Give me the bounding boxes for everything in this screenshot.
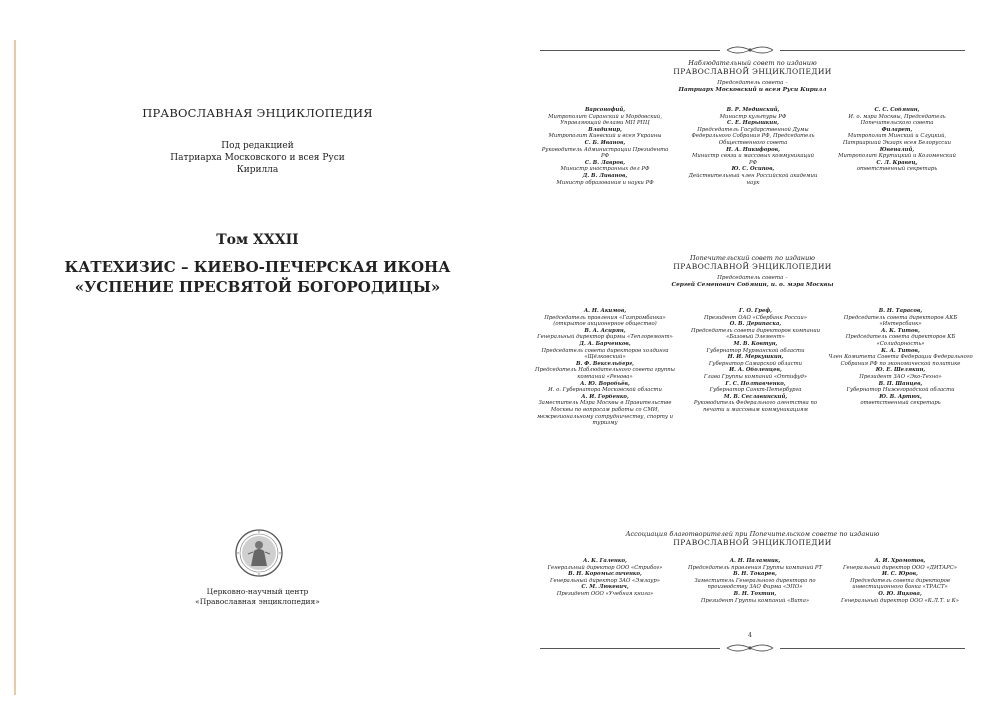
board-column-left bbox=[540, 107, 670, 186]
member-entry bbox=[688, 107, 818, 120]
editor-line: Патриарха Московского и всея Руси bbox=[170, 153, 345, 163]
member-entry bbox=[540, 160, 670, 173]
member-entry bbox=[530, 341, 680, 361]
member-entry bbox=[832, 160, 962, 173]
member-role: Митрополит Киевский и всея Украины bbox=[548, 133, 662, 140]
editor-credit bbox=[20, 140, 495, 176]
association-section bbox=[540, 530, 965, 547]
association-subtitle: Ассоциация благотворителей при Попечительском совете по изданию bbox=[625, 530, 880, 538]
editor-line: Под редакцией bbox=[221, 141, 294, 151]
member-name: В. П. Шанцев, bbox=[878, 380, 923, 387]
member-entry bbox=[530, 308, 680, 328]
member-role: Губернатор Самарской области bbox=[708, 360, 803, 367]
member-role: ответственный секретарь bbox=[860, 400, 941, 407]
member-name: С. М. Люкевич, bbox=[581, 584, 629, 591]
member-name: Владимир, bbox=[588, 126, 622, 133]
association-column-right bbox=[825, 558, 975, 604]
publisher-name bbox=[20, 587, 495, 607]
volume-number: Том XXXII bbox=[216, 232, 299, 248]
member-role: ответственный секретарь bbox=[856, 166, 938, 173]
member-role: Председатель совета директоров инвестиционного банка «ТРАСТ» bbox=[850, 577, 950, 591]
book-spine-edge bbox=[14, 40, 16, 695]
member-entry bbox=[530, 381, 680, 394]
member-entry bbox=[832, 127, 962, 147]
member-entry bbox=[828, 394, 973, 407]
member-entry bbox=[832, 147, 962, 160]
member-name: Д. В. Ливанов, bbox=[582, 172, 628, 179]
member-name: В. Р. Мединский, bbox=[726, 107, 780, 113]
board-subtitle: Наблюдательный совет по изданию bbox=[688, 59, 817, 67]
member-name: М. В. Ковтун, bbox=[733, 340, 778, 347]
member-name: С. В. Лавров, bbox=[584, 159, 626, 166]
member-name: Н. И. Меркушкин, bbox=[727, 354, 784, 361]
member-role: Министр иностранных дел РФ bbox=[560, 166, 650, 173]
trustees-column-center bbox=[688, 308, 823, 414]
member-entry bbox=[688, 166, 818, 186]
member-entry bbox=[685, 591, 825, 604]
member-entry bbox=[688, 354, 823, 367]
member-role: Генеральный директор ЗАО «Эмлаур» bbox=[550, 577, 660, 584]
association-column-center bbox=[685, 558, 825, 604]
member-name: Д. А. Барченков, bbox=[579, 340, 631, 347]
member-role: Руководитель Федерального агентства по печати и массовым коммуникациям bbox=[693, 400, 818, 413]
member-entry bbox=[828, 367, 973, 380]
member-name: Филарет, bbox=[881, 126, 913, 133]
member-entry bbox=[828, 348, 973, 368]
member-role: Президент ОАО «Сбербанк России» bbox=[703, 314, 808, 321]
member-name: Н. А. Никифоров, bbox=[726, 146, 780, 153]
member-entry bbox=[688, 120, 818, 146]
member-role: Президент Группы компаний «Вита» bbox=[700, 597, 810, 604]
trustees-column-right bbox=[828, 308, 973, 407]
volume-title-line: КАТЕХИЗИС – КИЕВО-ПЕЧЕРСКАЯ ИКОНА bbox=[64, 258, 451, 276]
board-column-right bbox=[832, 107, 962, 173]
board-column-center bbox=[688, 107, 818, 186]
member-entry bbox=[688, 321, 823, 341]
member-role: Министр культуры РФ bbox=[719, 113, 787, 120]
volume-title bbox=[20, 257, 495, 297]
member-name: А. Н. Акимов, bbox=[583, 308, 627, 314]
board-chair-label: Председатель совета – bbox=[717, 80, 788, 86]
member-role: Председатель правления «Газпромбанка» (открытое акционерное общество) bbox=[544, 314, 666, 328]
member-entry bbox=[540, 173, 670, 186]
member-name: К. А. Титов, bbox=[881, 347, 920, 354]
member-role: Действительный член Российской академии наук bbox=[688, 172, 818, 186]
member-role: Министр образования и науки РФ bbox=[556, 179, 654, 186]
member-entry bbox=[825, 558, 975, 571]
member-name: Ю. Е. Шелякин, bbox=[875, 367, 926, 374]
trustees-subtitle: Попечительский совет по изданию bbox=[690, 254, 815, 262]
trustees-chair-label: Председатель совета – bbox=[717, 275, 788, 281]
member-role: Заместитель Мэра Москвы в Правительстве Москвы по вопросам работы со СМИ, межрегиональному сотрудничеству, спорту и туризму bbox=[536, 400, 674, 427]
page-number: 4 bbox=[748, 632, 752, 639]
member-role: Митрополит Минский и Слуцкий, Патриарший Экзарх всея Белоруссии bbox=[842, 133, 952, 146]
member-name: Г. О. Греф, bbox=[739, 308, 772, 314]
member-entry bbox=[540, 127, 670, 140]
association-title: ПРАВОСЛАВНОЙ ЭНЦИКЛОПЕДИИ bbox=[673, 538, 832, 547]
member-role: Министр связи и массовых коммуникаций РФ bbox=[691, 153, 815, 166]
member-role: Генеральный директор фирмы «Теплоремонт» bbox=[537, 334, 673, 341]
member-name: О. Ю. Яцкова, bbox=[878, 590, 922, 597]
member-role: Руководитель Администрации Президента РФ bbox=[541, 146, 669, 160]
member-role: Председатель совета директоров холдинга «Щёлковский» bbox=[541, 347, 669, 361]
member-name: О. В. Дерипаска, bbox=[729, 321, 782, 328]
member-entry bbox=[828, 381, 973, 394]
member-name: Ю. С. Осипов, bbox=[731, 166, 775, 173]
member-entry bbox=[825, 571, 975, 591]
member-entry bbox=[530, 361, 680, 381]
member-entry bbox=[828, 308, 973, 328]
publisher-line: Церковно-научный центр bbox=[206, 587, 309, 596]
encyclopedia-title: ПРАВОСЛАВНАЯ ЭНЦИКЛОПЕДИЯ bbox=[142, 106, 373, 120]
member-entry bbox=[688, 367, 823, 380]
member-name: И. С. Юров, bbox=[882, 571, 918, 578]
member-name: А. Н. Паламник, bbox=[729, 558, 781, 564]
member-name: А. К. Титов, bbox=[881, 327, 920, 334]
member-role: Митрополит Крутицкий и Коломенский bbox=[838, 153, 956, 160]
member-entry bbox=[540, 140, 670, 160]
board-section bbox=[540, 59, 965, 94]
trustees-column-left bbox=[530, 308, 680, 427]
trustees-title: ПРАВОСЛАВНОЙ ЭНЦИКЛОПЕДИИ bbox=[673, 262, 832, 271]
bottom-rule-right bbox=[780, 648, 965, 649]
member-role: Митрополит Саранский и Мордовский, Управляющий делами МП РПЦ bbox=[548, 113, 662, 127]
seal-emblem-icon bbox=[234, 528, 284, 578]
member-entry bbox=[688, 381, 823, 394]
member-name: Г. С. Полтавченко, bbox=[725, 380, 786, 387]
member-name: В. Н. Токарев, bbox=[733, 571, 777, 578]
member-role: Председатель Государственной Думы Федерального Собрания РФ, Председатель Общественного совета bbox=[691, 126, 815, 146]
board-chair-name: Патриарх Московский и всея Руси Кирилл bbox=[678, 87, 827, 93]
member-name: С. Е. Нарышкин, bbox=[727, 120, 779, 127]
member-role: Генеральный директор ООО «ДИТАРС» bbox=[843, 564, 957, 571]
member-name: С. С. Собянин, bbox=[874, 107, 920, 113]
trustees-chair-name: Сергей Семенович Собянин, и. о. мэра Москвы bbox=[671, 282, 834, 288]
title-page bbox=[20, 0, 495, 707]
member-role: Председатель совета директоров компании «Базовый Элемент» bbox=[690, 327, 821, 341]
member-entry bbox=[828, 328, 973, 348]
member-role: Губернатор Санкт-Петербурга bbox=[709, 387, 802, 394]
trustees-section bbox=[540, 254, 965, 289]
member-entry bbox=[688, 394, 823, 414]
boards-page bbox=[520, 0, 1000, 707]
top-rule-right bbox=[780, 50, 965, 51]
volume-title-line: «УСПЕНИЕ ПРЕСВЯТОЙ БОГОРОДИЦЫ» bbox=[74, 278, 441, 296]
member-name: С. Л. Кравец, bbox=[876, 159, 918, 166]
member-role: Заместитель Генерального директора по производству ЗАО Фирма «ЭПО» bbox=[694, 577, 816, 591]
member-role: Председатель правления Группы компаний РТ bbox=[687, 564, 823, 571]
top-rule-left bbox=[540, 50, 720, 51]
member-name: М. В. Сеславинский, bbox=[723, 393, 788, 400]
member-name: В. Н. Тарасов, bbox=[878, 308, 923, 314]
member-entry bbox=[530, 394, 680, 427]
member-role: Губернатор Мурманской области bbox=[706, 347, 805, 354]
publisher-line: «Православная энциклопедия» bbox=[195, 597, 320, 606]
member-role: Генеральный директор ООО «Стрибог» bbox=[547, 564, 663, 571]
member-name: Варсонофий, bbox=[584, 107, 626, 113]
board-title: ПРАВОСЛАВНОЙ ЭНЦИКЛОПЕДИИ bbox=[673, 67, 832, 76]
member-name: Ю. В. Артюх, bbox=[879, 393, 922, 400]
member-role: И. о. Губернатора Московской области bbox=[548, 387, 662, 394]
member-role: Глава Группы компаний «Оптифуд» bbox=[703, 373, 808, 380]
editor-line: Кирилла bbox=[236, 165, 279, 175]
member-name: В. Н. Тохтин, bbox=[733, 590, 777, 597]
member-role: Председатель Наблюдательного совета группы компаний «Ренова» bbox=[535, 367, 675, 380]
member-name: А. Ю. Воробьёв, bbox=[580, 380, 630, 387]
member-name: В. А. Асирян, bbox=[584, 327, 626, 334]
member-name: И. А. Оболенцев, bbox=[729, 367, 782, 374]
member-entry bbox=[688, 341, 823, 354]
member-name: А. К. Галенко, bbox=[583, 558, 627, 564]
member-role: Президент ООО «Учебная книга» bbox=[556, 590, 654, 597]
member-role: Губернатор Нижегородской области bbox=[846, 387, 955, 394]
member-entry bbox=[530, 328, 680, 341]
member-name: С. Б. Иванов, bbox=[584, 139, 626, 146]
member-name: Ювеналий, bbox=[879, 146, 915, 153]
member-role: Председатель совета директоров АКБ «Интерсбанк» bbox=[843, 314, 958, 328]
member-entry bbox=[540, 558, 670, 571]
member-name: А. И. Горбенко, bbox=[581, 393, 629, 400]
member-role: Член Комитета Совета Федерации Федерального Собрания РФ по экономической политике bbox=[828, 354, 973, 367]
member-name: А. И. Хромотов, bbox=[874, 558, 926, 564]
association-column-left bbox=[540, 558, 670, 598]
bottom-ornament-icon bbox=[725, 642, 775, 654]
member-entry bbox=[540, 571, 670, 584]
member-entry bbox=[540, 584, 670, 597]
member-role: Генеральный директор ООО «К.Л.Т. и К» bbox=[841, 597, 959, 604]
member-entry bbox=[540, 107, 670, 127]
member-entry bbox=[685, 558, 825, 571]
member-entry bbox=[685, 571, 825, 591]
top-ornament-icon bbox=[725, 44, 775, 56]
member-name: В. Н. Коромысличенко, bbox=[568, 571, 642, 578]
member-entry bbox=[688, 308, 823, 321]
member-role: И. о. мэра Москвы, Председатель Попечительского совета bbox=[848, 113, 946, 127]
member-role: Президент ЗАО «Эко-Техно» bbox=[859, 373, 942, 380]
member-name: В. Ф. Вексельберг, bbox=[576, 360, 634, 367]
member-entry bbox=[832, 107, 962, 127]
member-role: Председатель совета директоров КБ «Солидарность» bbox=[845, 334, 956, 347]
bottom-rule-left bbox=[540, 648, 720, 649]
member-entry bbox=[825, 591, 975, 604]
member-entry bbox=[688, 147, 818, 167]
